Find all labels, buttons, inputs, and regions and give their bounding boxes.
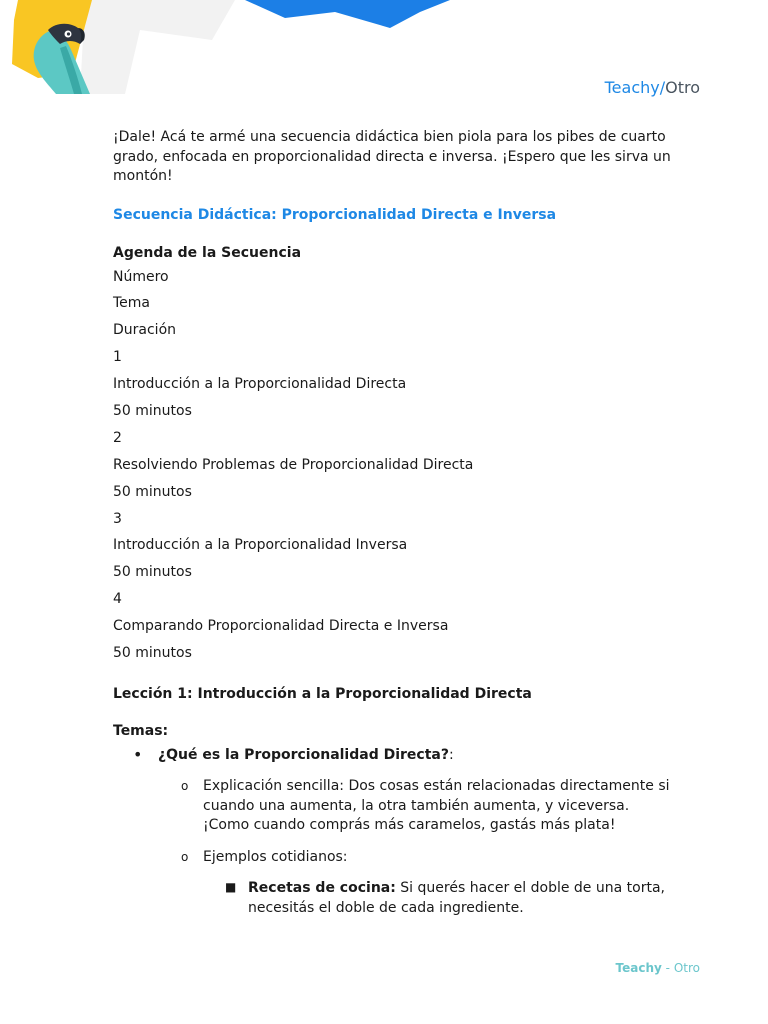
brand-name: Teachy/ xyxy=(604,78,666,97)
agenda-row: 50 minutos xyxy=(113,402,192,419)
agenda-row: 4 xyxy=(113,591,122,608)
subtopic-item xyxy=(113,777,673,836)
agenda-row: 50 minutos xyxy=(113,483,192,500)
agenda-title: Agenda de la Secuencia xyxy=(113,245,302,261)
temas-label: Temas: xyxy=(113,723,169,740)
disc-bullet-icon: • xyxy=(133,744,143,764)
circle-bullet-icon: o xyxy=(181,849,189,864)
example-item xyxy=(113,879,673,918)
section-title: Secuencia Didáctica: Proporcionalidad Directa e Inversa xyxy=(113,206,557,223)
agenda-row: Tema xyxy=(113,295,151,312)
agenda-row: Introducción a la Proporcionalidad Inversa xyxy=(113,537,408,554)
brand-category: Otro xyxy=(665,78,700,97)
example-text: Si querés hacer el doble de una torta, necesitás el doble de cada ingrediente. xyxy=(248,880,665,916)
agenda-row: 50 minutos xyxy=(113,644,192,661)
footer-brand-name: Teachy xyxy=(615,961,662,975)
agenda-row: 50 minutos xyxy=(113,564,192,581)
grey-shape xyxy=(80,0,235,94)
footer-brand xyxy=(616,961,700,975)
square-bullet-icon: ■ xyxy=(225,880,237,895)
blue-shape xyxy=(245,0,450,28)
agenda-row: 3 xyxy=(113,510,122,527)
agenda-row: 1 xyxy=(113,349,122,366)
footer-separator: - xyxy=(661,961,674,975)
topic-suffix: : xyxy=(448,746,454,763)
subtopic-text: Explicación sencilla: Dos cosas están relacionadas directamente si cuando una aumenta, la otra también aumenta, y viceversa. ¡Como cuando comprás más caramelos, gastás más plata! xyxy=(203,778,670,834)
topic-title: ¿Qué es la Proporcionalidad Directa? xyxy=(158,746,449,763)
agenda-row: Resolviendo Problemas de Proporcionalidad Directa xyxy=(113,456,474,473)
subtopic-item xyxy=(113,848,673,868)
agenda-row: Duración xyxy=(113,322,177,339)
agenda-row: Número xyxy=(113,268,169,285)
intro-paragraph: ¡Dale! Acá te armé una secuencia didáctica bien piola para los pibes de cuarto grado, enfocada en proporcionalidad directa e inversa. ¡Espero que les sirva un montón! xyxy=(113,129,671,184)
agenda-row: Comparando Proporcionalidad Directa e Inversa xyxy=(113,618,449,635)
circle-bullet-icon: o xyxy=(181,779,189,794)
example-title: Recetas de cocina: xyxy=(248,880,396,897)
header-brand xyxy=(605,78,700,97)
agenda-list xyxy=(113,264,673,667)
agenda-row: Introducción a la Proporcionalidad Directa xyxy=(113,376,407,393)
subtopic-text: Ejemplos cotidianos: xyxy=(203,848,348,865)
document-body xyxy=(113,128,673,928)
lesson-title: Lección 1: Introducción a la Proporcionalidad Directa xyxy=(113,685,532,702)
agenda-row: 2 xyxy=(113,429,122,446)
footer-category: Otro xyxy=(673,961,700,975)
topic-item xyxy=(113,746,673,766)
